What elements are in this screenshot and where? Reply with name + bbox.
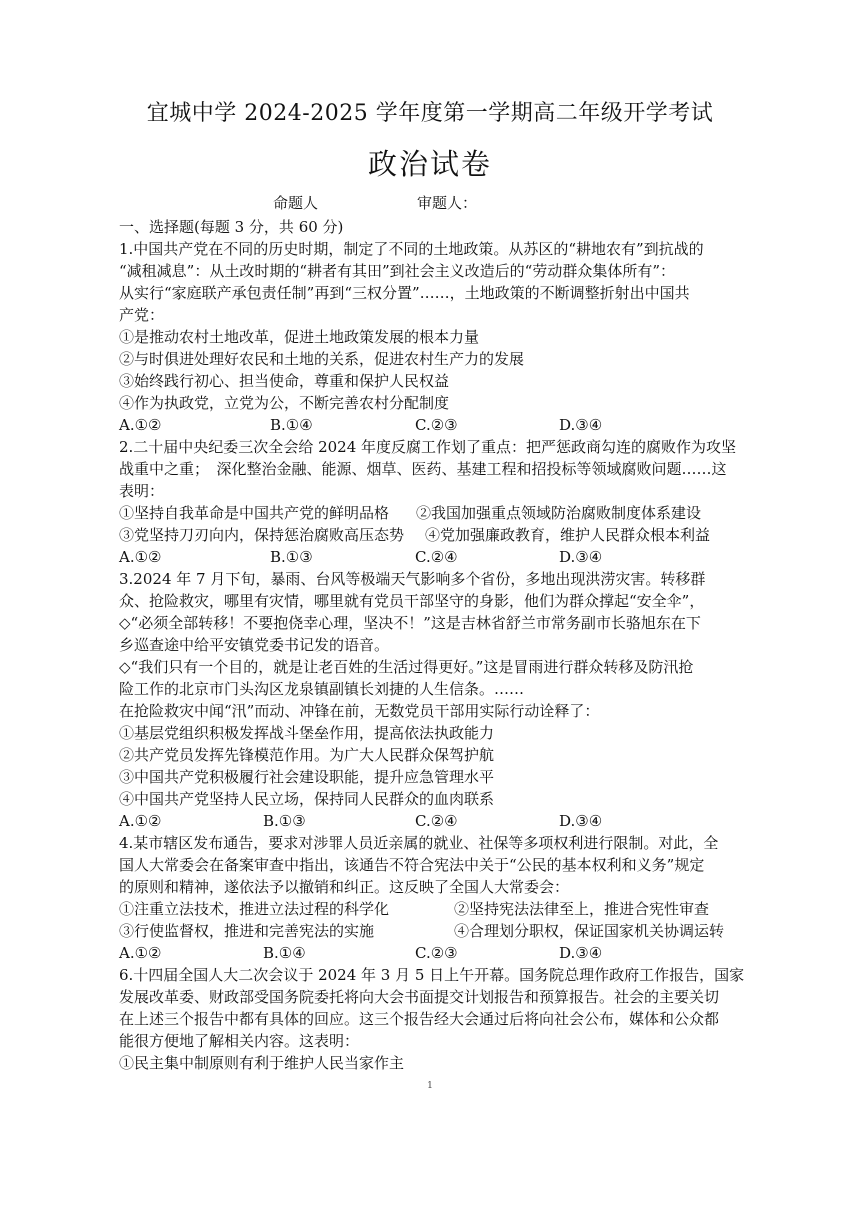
question-text-line: 发展改革委、财政部受国务院委托将向大会书面提交计划报告和预算报告。社会的主要关切 bbox=[119, 988, 720, 1006]
statement-item: ③党坚持刀刃向内，保持惩治腐败高压态势 bbox=[119, 526, 405, 544]
question-text-line: 能很方便地了解相关内容。这表明： bbox=[119, 1032, 360, 1050]
statement-item: ②与时俱进处理好农民和土地的关系，促进农村生产力的发展 bbox=[119, 350, 525, 368]
question-text-line: 战重中之重； 深化整治金融、能源、烟草、医药、基建工程和招投标等领域腐败问题……这 bbox=[119, 460, 727, 478]
option-a: A.①② bbox=[119, 416, 162, 434]
question-2 bbox=[119, 436, 744, 568]
question-text-line: 在抢险救灾中闻“汛”而动、冲锋在前，无数党员干部用实际行动诠释了： bbox=[119, 702, 600, 720]
question-text-line: 4.某市辖区发布通告，要求对涉罪人员近亲属的就业、社保等多项权利进行限制。对此，全 bbox=[119, 834, 719, 852]
statement-item: ④中国共产党坚持人民立场，保持同人民群众的血肉联系 bbox=[119, 790, 495, 808]
statement-item: ②坚持宪法法律至上，推进合宪性审查 bbox=[454, 900, 710, 918]
statement-item: ③中国共产党积极履行社会建设职能，提升应急管理水平 bbox=[119, 768, 495, 786]
option-d: D.③④ bbox=[559, 416, 603, 434]
question-text-line: 产党： bbox=[119, 306, 165, 324]
question-text-line: “减租减息”：从土改时期的“耕者有其田”到社会主义改造后的“劳动群众集体所有”： bbox=[119, 262, 676, 280]
statement-item: ①坚持自我革命是中国共产党的鲜明品格 bbox=[119, 504, 390, 522]
statement-item: ③行使监督权，推进和完善宪法的实施 bbox=[119, 922, 375, 940]
reviewer-label: 审题人： bbox=[417, 194, 478, 212]
question-text-line: 3.2024 年 7 月下旬，暴雨、台风等极端天气影响多个省份，多地出现洪涝灾害。转移群 bbox=[119, 570, 706, 588]
option-c: C.②④ bbox=[415, 548, 458, 566]
statement-item: ④作为执政党，立党为公，不断完善农村分配制度 bbox=[119, 394, 450, 412]
option-b: B.①③ bbox=[263, 812, 306, 830]
question-text-line: 在上述三个报告中都有具体的回应。这三个报告经大会通过后将向社会公布，媒体和公众都 bbox=[119, 1010, 720, 1028]
question-4 bbox=[119, 832, 744, 964]
statement-row bbox=[119, 920, 744, 942]
answer-options bbox=[119, 810, 744, 832]
question-1 bbox=[119, 238, 744, 436]
statement-row bbox=[119, 898, 744, 920]
exam-title: 宜城中学 2024-2025 学年度第一学期高二年级开学考试 bbox=[146, 101, 714, 126]
option-c: C.②③ bbox=[415, 416, 458, 434]
answer-options bbox=[119, 414, 744, 436]
question-text-line: 从实行“家庭联产承包责任制”再到“三权分置”……，土地政策的不断调整折射出中国共 bbox=[119, 284, 690, 302]
answer-options bbox=[119, 942, 744, 964]
option-a: A.①② bbox=[119, 548, 162, 566]
question-text-line: 乡巡查途中给平安镇党委书记发的语音。 bbox=[119, 636, 390, 654]
author-label: 命题人 bbox=[273, 194, 319, 212]
statement-row bbox=[119, 524, 744, 546]
exam-subject: 政治试卷 bbox=[367, 147, 492, 181]
page-number: 1 bbox=[427, 1081, 433, 1091]
statement-item: ②共产党员发挥先锋模范作用。为广大人民群众保驾护航 bbox=[119, 746, 495, 764]
question-text-line: 国人大常委会在备案审查中指出，该通告不符合宪法中关于“公民的基本权利和义务”规定 bbox=[119, 856, 705, 874]
question-text-line: 6.十四届全国人大二次会议于 2024 年 3 月 5 日上午开幕。国务院总理作政府工作报告，国家 bbox=[119, 966, 744, 984]
option-c: C.②③ bbox=[415, 944, 458, 962]
statement-item: ④党加强廉政教育，维护人民群众根本利益 bbox=[425, 526, 711, 544]
statement-item: ①民主集中制原则有利于维护人民当家作主 bbox=[119, 1054, 405, 1072]
statement-item: ②我国加强重点领域防治腐败制度体系建设 bbox=[416, 504, 702, 522]
statement-item: ③始终践行初心、担当使命，尊重和保护人民权益 bbox=[119, 372, 450, 390]
answer-options bbox=[119, 546, 744, 568]
option-a: A.①② bbox=[119, 812, 162, 830]
question-text-line: 表明： bbox=[119, 482, 165, 500]
question-text-line: 险工作的北京市门头沟区龙泉镇副镇长刘捷的人生信条。…… bbox=[119, 680, 525, 698]
question-6 bbox=[119, 964, 744, 1074]
question-text-line: 的原则和精神，遂依法予以撤销和纠正。这反映了全国人大常委会： bbox=[119, 878, 570, 896]
option-b: B.①④ bbox=[270, 416, 313, 434]
statement-item: ①基层党组织积极发挥战斗堡垒作用，提高依法执政能力 bbox=[119, 724, 495, 742]
question-text-line: ◇“我们只有一个目的，就是让老百姓的生活过得更好。”这是冒雨进行群众转移及防汛抢 bbox=[119, 658, 694, 676]
option-a: A.①② bbox=[119, 944, 162, 962]
statement-row bbox=[119, 502, 744, 524]
statement-item: ①注重立法技术，推进立法过程的科学化 bbox=[119, 900, 390, 918]
option-b: B.①③ bbox=[270, 548, 313, 566]
option-b: B.①④ bbox=[263, 944, 306, 962]
exam-body bbox=[119, 216, 744, 1074]
option-c: C.②④ bbox=[415, 812, 458, 830]
option-d: D.③④ bbox=[559, 548, 603, 566]
option-d: D.③④ bbox=[559, 944, 603, 962]
question-text-line: ◇“必须全部转移！不要抱侥幸心理，坚决不！”这是吉林省舒兰市常务副市长骆旭东在下 bbox=[119, 614, 701, 632]
option-d: D.③④ bbox=[559, 812, 603, 830]
statement-item: ④合理划分职权，保证国家机关协调运转 bbox=[454, 922, 725, 940]
question-text-line: 2.二十届中央纪委三次全会给 2024 年度反腐工作划了重点：把严惩政商勾连的腐败作为攻坚 bbox=[119, 438, 737, 456]
statement-item: ①是推动农村土地改革，促进土地政策发展的根本力量 bbox=[119, 328, 480, 346]
question-text-line: 众、抢险救灾，哪里有灾情，哪里就有党员干部坚守的身影，他们为群众撑起“安全伞”， bbox=[119, 592, 705, 610]
question-text-line: 1.中国共产党在不同的历史时期，制定了不同的土地政策。从苏区的“耕地农有”到抗战的 bbox=[119, 240, 704, 258]
question-3 bbox=[119, 568, 744, 832]
section-heading: 一、选择题(每题 3 分，共 60 分) bbox=[119, 218, 344, 236]
